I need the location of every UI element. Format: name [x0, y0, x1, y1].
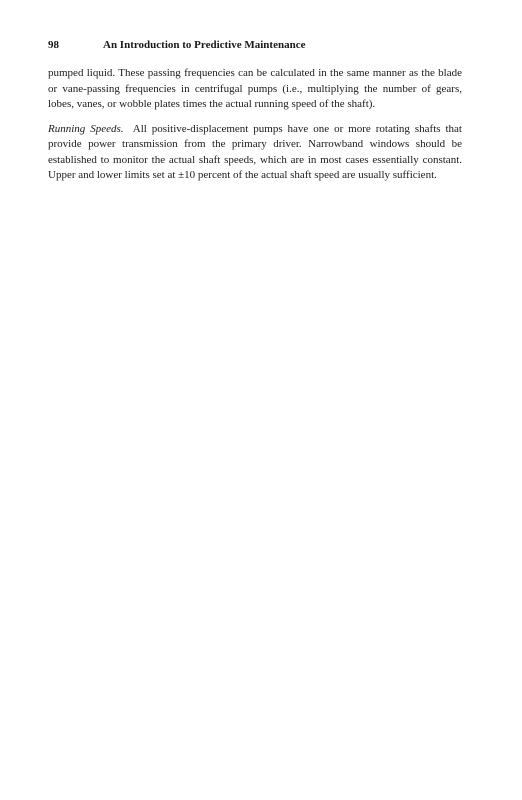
page-number: 98: [48, 39, 59, 51]
body-paragraph-2: [48, 122, 462, 184]
run-in-heading: Running Speeds.: [48, 122, 124, 135]
running-header: [48, 38, 462, 52]
document-page: [48, 38, 462, 184]
paragraph-2-text: All positive-displacement pumps have one or more rotating shafts that provide power transmission from the primary driver. Narrowband windows should be established to monitor the actual shaft speeds, which are in most cases essentially constant. Upper and lower limits set at ±10 percent of the actual shaft speed are usually sufficient.: [48, 122, 462, 181]
body-paragraph-1: pumped liquid. These passing frequencies can be calculated in the same manner as the blade or vane-passing frequencies in centrifugal pumps (i.e., multiplying the number of gears, lobes, vanes, or wobble plates times the actual running speed of the shaft).: [48, 67, 462, 110]
running-title: An Introduction to Predictive Maintenance: [103, 39, 306, 51]
